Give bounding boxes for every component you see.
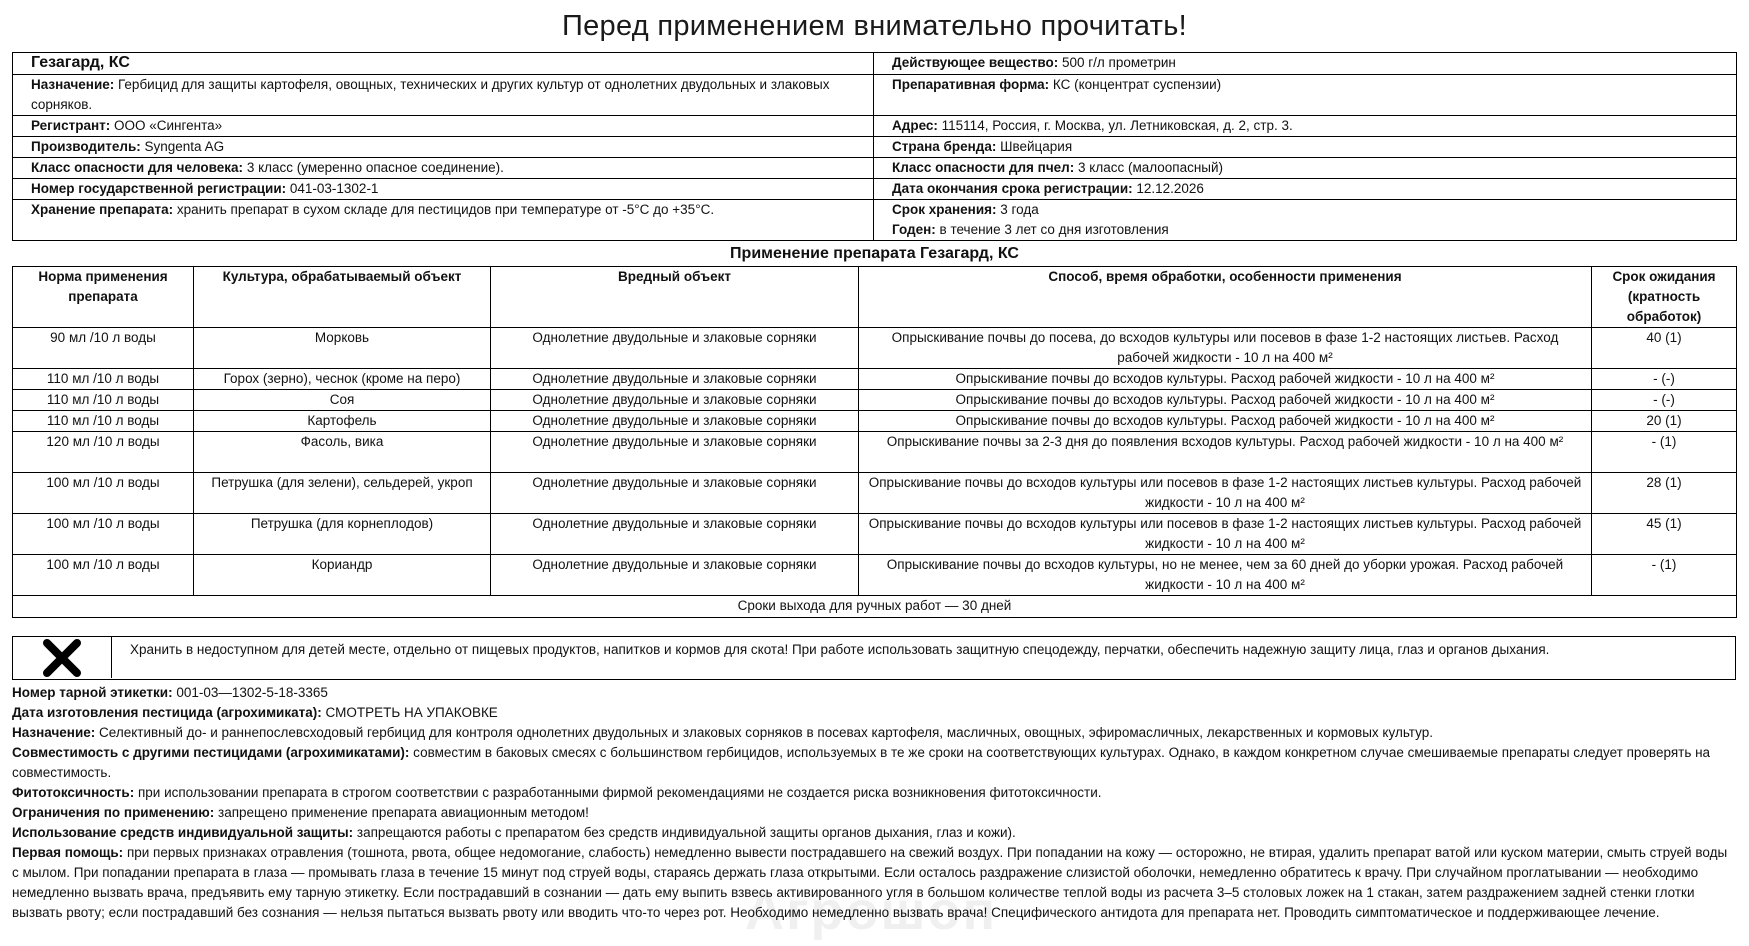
form-value: КС (концентрат суспензии) bbox=[1049, 77, 1222, 92]
brand-name: Гезагард, КС bbox=[31, 54, 130, 71]
cell-rate: 100 мл /10 л воды bbox=[13, 514, 194, 555]
cell-method: Опрыскивание почвы до всходов культуры. Расход рабочей жидкости - 10 л на 400 м² bbox=[859, 390, 1592, 411]
note-firstaid-value: при первых признаках отравления (тошнота, рвота, общее недомогание, слабость) немедленно вывести пострадавшего на свежий воздух. При попадании на кожу — осторожно, не втирая, удалить препарат ватой или куском материи, смыть струей воды с мылом. При попадании препарата в глаза — промывать глаза в течение 15 минут под струей воды, стараясь держать глаза открытыми. Если осталось раздражение слизистой оболочки, немедленно обратитесь к врачу. При случайном проглатывании — необходимо немедленно вызвать врача, предъявить ему тарную этикетку. Если пострадавший в сознании — дать ему выпить взвесь активированного угля в большом количестве теплой воды из расчета 3–5 столовых ложек на 1 стакан, затем раздражением задней стенки глотки вызвать рвоту; если пострадавший без сознания — нельзя пытаться вызвать рвоту или вводить что-то через рот. Необходимо немедленно вызвать врача! Специфического антидота для препарата нет. Проводить симптоматическое и поддерживающее лечение. bbox=[12, 845, 1728, 920]
manufacturer-value: Syngenta AG bbox=[140, 139, 225, 154]
safety-warning-text: Хранить в недоступном для детей месте, отдельно от пищевых продуктов, напитков и кормов для скота! При работе использовать защитную спецодежду, перчатки, обеспечить надежную защиту лица, глаз и органов дыхания. bbox=[130, 642, 1550, 657]
cell-method: Опрыскивание почвы до посева, до всходов культуры или посевов в фазе 1-2 настоящих листьев. Расход рабочей жидкости - 10 л на 400 м² bbox=[859, 328, 1592, 369]
cell-wait: 20 (1) bbox=[1592, 411, 1737, 432]
cell-rate: 110 мл /10 л воды bbox=[13, 369, 194, 390]
harmful-x-icon bbox=[42, 638, 82, 678]
header-rate: Норма применения препарата bbox=[13, 267, 194, 328]
cell-pest: Однолетние двудольные и злаковые сорняки bbox=[491, 328, 859, 369]
note-compat-value: совместим в баковых смесях с большинством гербицидов, используемых в те же сроки на соответствующих культурах. Однако, в каждом конкретном случае смешиваемые препараты следует проверять на совместимость. bbox=[12, 745, 1711, 780]
cell-pest: Однолетние двудольные и злаковые сорняки bbox=[491, 514, 859, 555]
watermark: Агрошоп bbox=[745, 881, 998, 941]
manufacturer-label: Производитель: bbox=[31, 139, 141, 154]
cell-pest: Однолетние двудольные и злаковые сорняки bbox=[491, 369, 859, 390]
note-ppe-label: Использование средств индивидуальной защиты: bbox=[12, 825, 354, 840]
active-label: Действующее вещество: bbox=[892, 55, 1059, 70]
cell-method: Опрыскивание почвы до всходов культуры или посевов в фазе 1-2 настоящих листьев культуры. Расход рабочей жидкости - 10 л на 400 м² bbox=[859, 514, 1592, 555]
hazard-human-cell bbox=[13, 158, 874, 179]
cell-pest: Однолетние двудольные и злаковые сорняки bbox=[491, 473, 859, 514]
regnum-cell bbox=[13, 179, 874, 200]
cell-method: Опрыскивание почвы до всходов культуры, но не менее, чем за 60 дней до уборки урожая. Расход рабочей жидкости - 10 л на 400 м² bbox=[859, 555, 1592, 596]
header-crop: Культура, обрабатываемый объект bbox=[194, 267, 491, 328]
page-title: Перед применением внимательно прочитать! bbox=[561, 10, 1188, 42]
cell-pest: Однолетние двудольные и злаковые сорняки bbox=[491, 432, 859, 473]
note-mfg-date bbox=[12, 703, 1736, 723]
cell-method: Опрыскивание почвы до всходов культуры или посевов в фазе 1-2 настоящих листьев культуры. Расход рабочей жидкости - 10 л на 400 м² bbox=[859, 473, 1592, 514]
usage-title: Применение препарата Гезагард, КС bbox=[730, 245, 1019, 262]
form-label: Препаративная форма: bbox=[892, 77, 1050, 92]
note-label-number bbox=[12, 683, 1736, 703]
cell-rate: 90 мл /10 л воды bbox=[13, 328, 194, 369]
cell-pest: Однолетние двудольные и злаковые сорняки bbox=[491, 390, 859, 411]
hazard-bees-cell bbox=[874, 158, 1737, 179]
purpose-value: Гербицид для защиты картофеля, овощных, технических и других культур от однолетних двудольных и злаковых сорняков. bbox=[31, 77, 830, 112]
cell-method: Опрыскивание почвы до всходов культуры. Расход рабочей жидкости - 10 л на 400 м² bbox=[859, 411, 1592, 432]
table-row bbox=[13, 514, 1737, 555]
cell-rate: 110 мл /10 л воды bbox=[13, 411, 194, 432]
cell-wait: 28 (1) bbox=[1592, 473, 1737, 514]
registrant-cell bbox=[13, 116, 874, 137]
note-compatibility bbox=[12, 743, 1736, 783]
registrant-label: Регистрант: bbox=[31, 118, 111, 133]
cell-rate: 100 мл /10 л воды bbox=[13, 473, 194, 514]
note-mfg-date-value: СМОТРЕТЬ НА УПАКОВКЕ bbox=[321, 705, 498, 720]
cell-crop: Петрушка (для зелени), сельдерей, укроп bbox=[194, 473, 491, 514]
shelf-label: Срок хранения: bbox=[892, 202, 997, 217]
address-cell bbox=[874, 116, 1737, 137]
note-compat-label: Совместимость с другими пестицидами (агрохимикатами): bbox=[12, 745, 410, 760]
usage-footer-row bbox=[13, 596, 1737, 618]
safety-warning-box bbox=[12, 636, 1736, 680]
country-label: Страна бренда: bbox=[892, 139, 997, 154]
cell-crop: Кориандр bbox=[194, 555, 491, 596]
usage-table bbox=[12, 266, 1737, 618]
product-info-table bbox=[12, 52, 1737, 241]
cell-rate: 120 мл /10 л воды bbox=[13, 432, 194, 473]
country-cell bbox=[874, 137, 1737, 158]
note-restrict-value: запрещено применение препарата авиационным методом! bbox=[214, 805, 589, 820]
header-wait: Срок ожидания (кратность обработок) bbox=[1592, 267, 1737, 328]
valid-label: Годен: bbox=[892, 222, 936, 237]
note-restrict-label: Ограничения по применению: bbox=[12, 805, 215, 820]
regend-label: Дата окончания срока регистрации: bbox=[892, 181, 1133, 196]
note-phyto-label: Фитотоксичность: bbox=[12, 785, 135, 800]
storage-value: хранить препарат в сухом складе для пестицидов при температуре от -5°С до +35°С. bbox=[173, 202, 715, 217]
table-row bbox=[13, 328, 1737, 369]
cell-wait: 40 (1) bbox=[1592, 328, 1737, 369]
note-restrictions bbox=[12, 803, 1736, 823]
cell-pest: Однолетние двудольные и злаковые сорняки bbox=[491, 555, 859, 596]
active-cell bbox=[874, 53, 1737, 75]
table-row bbox=[13, 473, 1737, 514]
country-value: Швейцария bbox=[996, 139, 1073, 154]
regend-value: 12.12.2026 bbox=[1132, 181, 1204, 196]
table-row bbox=[13, 411, 1737, 432]
note-mfg-date-label: Дата изготовления пестицида (агрохимиката): bbox=[12, 705, 322, 720]
note-label-number-label: Номер тарной этикетки: bbox=[12, 685, 173, 700]
note-ppe-value: запрещаются работы с препаратом без средств индивидуальной защиты органов дыхания, глаз и кожи). bbox=[353, 825, 1016, 840]
address-label: Адрес: bbox=[892, 118, 938, 133]
hazard-human-value: 3 класс (умеренно опасное соединение). bbox=[243, 160, 504, 175]
storage-label: Хранение препарата: bbox=[31, 202, 174, 217]
regend-cell bbox=[874, 179, 1737, 200]
note-purpose-value: Селективный до- и раннепослевсходовый гербицид для контроля однолетних двудольных и злаковых сорняков в посевах картофеля, масличных, овощных, эфиромасличных, лекарственных и кормовых культур. bbox=[95, 725, 1433, 740]
cell-crop: Картофель bbox=[194, 411, 491, 432]
hazard-human-label: Класс опасности для человека: bbox=[31, 160, 244, 175]
purpose-cell bbox=[13, 75, 874, 116]
manual-work-term: Сроки выхода для ручных работ — 30 дней bbox=[13, 596, 1737, 618]
cell-wait: 45 (1) bbox=[1592, 514, 1737, 555]
regnum-value: 041-03-1302-1 bbox=[286, 181, 379, 196]
shelf-cell bbox=[874, 200, 1737, 241]
harmful-x-icon bbox=[13, 637, 112, 678]
table-row bbox=[13, 555, 1737, 596]
active-value: 500 г/л прометрин bbox=[1058, 55, 1176, 70]
cell-wait: - (1) bbox=[1592, 555, 1737, 596]
shelf-value: 3 года bbox=[996, 202, 1039, 217]
note-ppe bbox=[12, 823, 1736, 843]
form-cell bbox=[874, 75, 1737, 116]
registrant-value: ООО «Сингента» bbox=[110, 118, 223, 133]
usage-header-row bbox=[13, 267, 1737, 328]
hazard-bees-label: Класс опасности для пчел: bbox=[892, 160, 1075, 175]
cell-wait: - (1) bbox=[1592, 432, 1737, 473]
cell-rate: 110 мл /10 л воды bbox=[13, 390, 194, 411]
note-purpose-label: Назначение: bbox=[12, 725, 96, 740]
brand-cell bbox=[13, 53, 874, 75]
cell-method: Опрыскивание почвы до всходов культуры. Расход рабочей жидкости - 10 л на 400 м² bbox=[859, 369, 1592, 390]
note-purpose bbox=[12, 723, 1736, 743]
purpose-label: Назначение: bbox=[31, 77, 115, 92]
cell-crop: Соя bbox=[194, 390, 491, 411]
cell-crop: Петрушка (для корнеплодов) bbox=[194, 514, 491, 555]
cell-crop: Горох (зерно), чеснок (кроме на перо) bbox=[194, 369, 491, 390]
note-label-number-value: 001-03—1302-5-18-3365 bbox=[172, 685, 328, 700]
cell-rate: 100 мл /10 л воды bbox=[13, 555, 194, 596]
cell-wait: - (-) bbox=[1592, 390, 1737, 411]
cell-pest: Однолетние двудольные и злаковые сорняки bbox=[491, 411, 859, 432]
table-row bbox=[13, 432, 1737, 473]
table-row bbox=[13, 390, 1737, 411]
note-phyto-value: при использовании препарата в строгом соответствии с разработанными фирмой рекомендациями не создается риска возникновения фитотоксичности. bbox=[134, 785, 1102, 800]
cell-crop: Морковь bbox=[194, 328, 491, 369]
header-pest: Вредный объект bbox=[491, 267, 859, 328]
hazard-bees-value: 3 класс (малоопасный) bbox=[1074, 160, 1224, 175]
header-method: Способ, время обработки, особенности применения bbox=[859, 267, 1592, 328]
valid-value: в течение 3 лет со дня изготовления bbox=[935, 222, 1169, 237]
table-row bbox=[13, 369, 1737, 390]
cell-crop: Фасоль, вика bbox=[194, 432, 491, 473]
storage-cell bbox=[13, 200, 874, 241]
regnum-label: Номер государственной регистрации: bbox=[31, 181, 287, 196]
address-value: 115114, Россия, г. Москва, ул. Летниковская, д. 2, стр. 3. bbox=[937, 118, 1293, 133]
note-firstaid-label: Первая помощь: bbox=[12, 845, 124, 860]
cell-wait: - (-) bbox=[1592, 369, 1737, 390]
cell-method: Опрыскивание почвы за 2-3 дня до появления всходов культуры. Расход рабочей жидкости - 10 л на 400 м² bbox=[859, 432, 1592, 473]
manufacturer-cell bbox=[13, 137, 874, 158]
note-phytotoxicity bbox=[12, 783, 1736, 803]
